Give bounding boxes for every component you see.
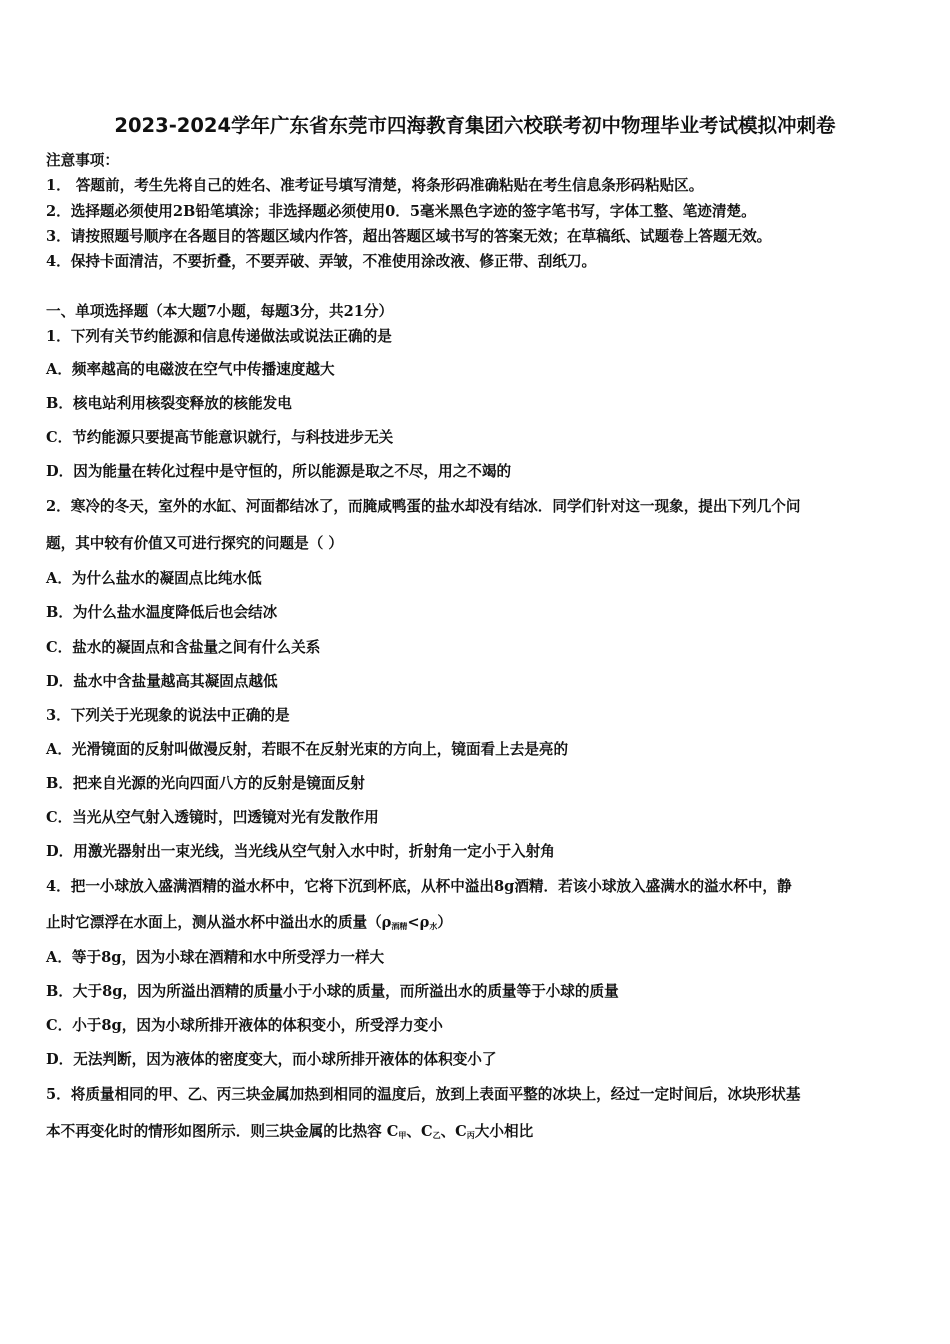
stem-text: 止时它漂浮在水面上，测从溢水杯中溢出水的质量（ρ: [46, 914, 392, 931]
subscript-alcohol: 酒精: [391, 921, 408, 931]
question-1-option-a: A．频率越高的电磁波在空气中传播速度越大: [46, 361, 335, 378]
question-4-option-d: D．无法判断，因为液体的密度变大，而小球所排开液体的体积变小了: [46, 1051, 497, 1068]
section-heading: 一、单项选择题（本大题7小题，每题3分，共21分）: [46, 303, 394, 320]
question-1-stem: 1．下列有关节约能源和信息传递做法或说法正确的是: [46, 328, 392, 345]
stem-text: 本不再变化时的情形如图所示．则三块金属的比热容 C: [46, 1123, 399, 1140]
stem-text: 、C: [406, 1123, 433, 1140]
subscript-yi: 乙: [432, 1130, 441, 1140]
question-1-option-b: B．核电站利用核裂变释放的核能发电: [46, 395, 292, 412]
notice-item: 1． 答题前，考生先将自己的姓名、准考证号填写清楚，将条形码准确粘贴在考生信息条形码粘贴区。: [46, 177, 704, 194]
question-2-option-c: C．盐水的凝固点和含盐量之间有什么关系: [46, 639, 321, 656]
subscript-jia: 甲: [398, 1130, 407, 1140]
exam-title: 2023-2024学年广东省东莞市四海教育集团六校联考初中物理毕业考试模拟冲刺卷: [114, 114, 836, 137]
notice-item: 4．保持卡面清洁，不要折叠，不要弄破、弄皱，不准使用涂改液、修正带、刮纸刀。: [46, 253, 597, 270]
question-3-option-c: C．当光从空气射入透镜时，凹透镜对光有发散作用: [46, 809, 379, 826]
notice-item: 2．选择题必须使用2B铅笔填涂；非选择题必须使用0．5毫米黑色字迹的签字笔书写，字体工整、笔迹清楚。: [46, 203, 756, 220]
question-4-stem-line-1: 4．把一小球放入盛满酒精的溢水杯中，它将下沉到杯底，从杯中溢出8g酒精．若该小球放入盛满水的溢水杯中，静: [46, 878, 792, 895]
subscript-bing: 丙: [466, 1130, 475, 1140]
stem-text: ）: [437, 914, 452, 931]
question-5-stem-line-1: 5．将质量相同的甲、乙、丙三块金属加热到相同的温度后，放到上表面平整的冰块上，经过一定时间后，冰块形状基: [46, 1086, 801, 1103]
question-4-option-c: C．小于8g，因为小球所排开液体的体积变小，所受浮力变小: [46, 1017, 443, 1034]
question-2-stem-line-1: 2．寒冷的冬天，室外的水缸、河面都结冰了，而腌咸鸭蛋的盐水却没有结冰．同学们针对这一现象，提出下列几个问: [46, 498, 801, 515]
stem-text: 大小相比: [474, 1123, 534, 1140]
stem-text: 、C: [440, 1123, 467, 1140]
question-3-option-b: B．把来自光源的光向四面八方的反射是镜面反射: [46, 775, 365, 792]
question-2-option-a: A．为什么盐水的凝固点比纯水低: [46, 570, 262, 587]
question-2-option-b: B．为什么盐水温度降低后也会结冰: [46, 604, 278, 621]
question-5-stem-line-2: [46, 1122, 533, 1145]
question-4-option-a: A．等于8g，因为小球在酒精和水中所受浮力一样大: [46, 949, 385, 966]
subscript-water: 水: [429, 921, 438, 931]
question-4-stem-line-2: [46, 913, 452, 936]
question-4-option-b: B．大于8g，因为所溢出酒精的质量小于小球的质量，而所溢出水的质量等于小球的质量: [46, 983, 619, 1000]
notice-heading: 注意事项：: [46, 152, 119, 169]
question-3-option-d: D．用激光器射出一束光线，当光线从空气射入水中时，折射角一定小于入射角: [46, 843, 555, 860]
question-3-option-a: A．光滑镜面的反射叫做漫反射，若眼不在反射光束的方向上，镜面看上去是亮的: [46, 741, 569, 758]
stem-text: <ρ: [407, 914, 430, 931]
notice-item: 3．请按照题号顺序在各题目的答题区域内作答，超出答题区域书写的答案无效；在草稿纸、试题卷上答题无效。: [46, 228, 772, 245]
question-2-stem-line-2: 题，其中较有价值又可进行探究的问题是（ ）: [46, 535, 343, 552]
question-1-option-c: C．节约能源只要提高节能意识就行，与科技进步无关: [46, 429, 394, 446]
question-2-option-d: D．盐水中含盐量越高其凝固点越低: [46, 673, 278, 690]
question-1-option-d: D．因为能量在转化过程中是守恒的，所以能源是取之不尽，用之不竭的: [46, 463, 512, 480]
question-3-stem: 3．下列关于光现象的说法中正确的是: [46, 707, 290, 724]
